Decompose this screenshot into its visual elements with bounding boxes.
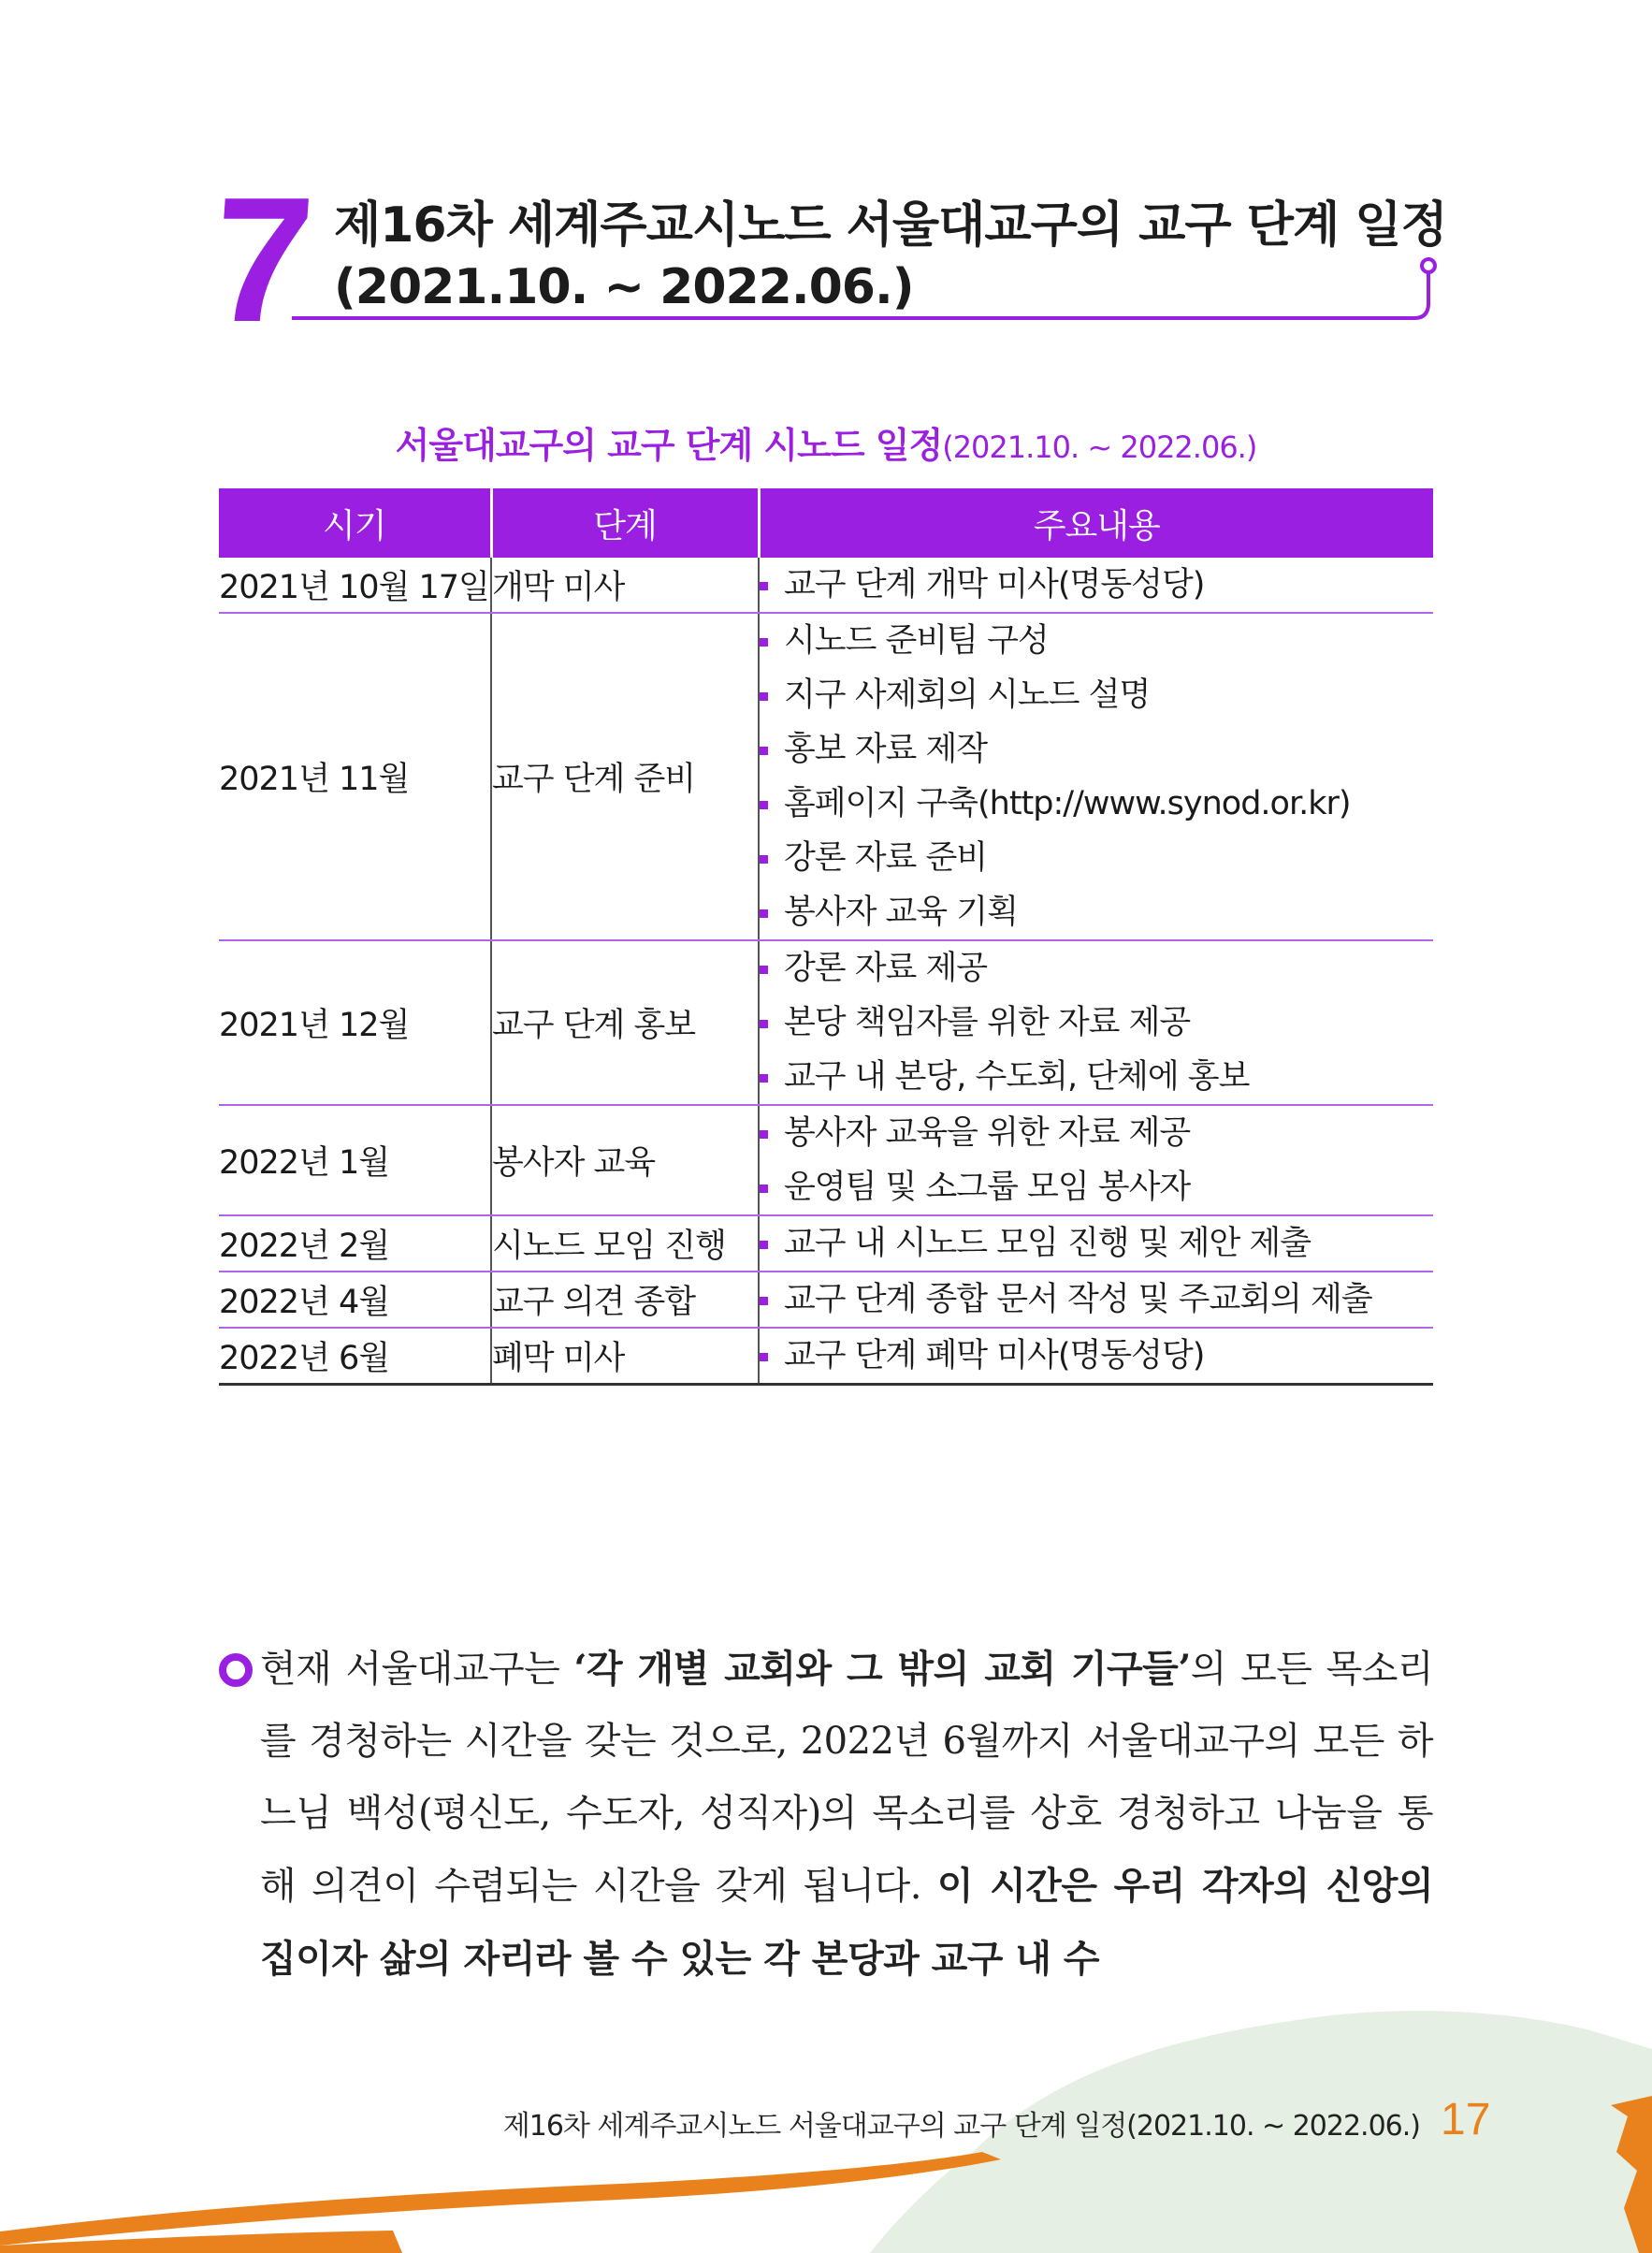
- content-item: 시노드 준비팀 구성: [760, 614, 1433, 668]
- cell-stage: 봉사자 교육: [491, 1105, 759, 1215]
- body-text-2: 의 모든 목소리를 경청하는 시간을 갖는 것으로, 2022년 6월까지 서울대교구의 모든 하느님 백성(평신도, 수도자, 성직자)의 목소리를 상호 경청하고 나눔을 통해 의견이 수렴되는 시간을 갖게 됩니다.: [260, 1648, 1433, 1908]
- content-item: 교구 단계 폐막 미사(명동성당): [760, 1329, 1433, 1383]
- cell-stage: 교구 단계 준비: [491, 613, 759, 940]
- content-item: 강론 자료 제공: [760, 941, 1433, 996]
- cell-when: 2022년 1월: [219, 1105, 491, 1215]
- cell-when: 2021년 11월: [219, 613, 491, 940]
- cell-stage: 개막 미사: [491, 558, 759, 613]
- body-bold-2: 이 시간은 우리 각자의 신앙의 집이자 삶의 자리라 볼 수 있는 각 본당과 교구 내 수: [260, 1864, 1433, 1981]
- body-text-1: 현재 서울대교구는: [260, 1648, 574, 1691]
- content-item: 교구 내 본당, 수도회, 단체에 홍보: [760, 1050, 1433, 1104]
- cell-when: 2022년 2월: [219, 1215, 491, 1272]
- page-number: 17: [1441, 2095, 1491, 2144]
- content-item: 봉사자 교육 기획: [760, 885, 1433, 939]
- cell-when: 2022년 6월: [219, 1328, 491, 1385]
- cell-stage: 폐막 미사: [491, 1328, 759, 1385]
- content-item: 지구 사제회의 시노드 설명: [760, 668, 1433, 722]
- cell-stage: 교구 단계 홍보: [491, 940, 759, 1105]
- section-title-line1: 제16차 세계주교시노드 서울대교구의 교구 단계 일정: [334, 197, 1447, 254]
- header-when: 시기: [219, 488, 491, 558]
- content-item: 본당 책임자를 위한 자료 제공: [760, 996, 1433, 1050]
- content-item: 홍보 자료 제작: [760, 722, 1433, 777]
- content-item: 운영팀 및 소그룹 모임 봉사자: [760, 1160, 1433, 1214]
- cell-stage: 교구 의견 종합: [491, 1272, 759, 1328]
- header-content: 주요내용: [759, 488, 1433, 558]
- body-bold-1: ‘각 개별 교회와 그 밖의 교회 기구들’: [573, 1647, 1191, 1691]
- content-item: 봉사자 교육을 위한 자료 제공: [760, 1106, 1433, 1160]
- cell-when: 2021년 12월: [219, 940, 491, 1105]
- cell-when: 2021년 10월 17일: [219, 558, 491, 613]
- table-caption-date: (2021.10. ~ 2022.06.): [942, 429, 1257, 465]
- table-caption-title: 서울대교구의 교구 단계 시노드 일정: [395, 425, 943, 466]
- footer-running-title: 제16차 세계주교시노드 서울대교구의 교구 단계 일정(2021.10. ~ 2022.06.): [502, 2110, 1420, 2143]
- cell-stage: 시노드 모임 진행: [491, 1215, 759, 1272]
- section-number: 7: [206, 161, 320, 359]
- header-stage: 단계: [491, 488, 759, 558]
- section-title-line2: (2021.10. ~ 2022.06.): [334, 259, 914, 315]
- content-item: 홈페이지 구축(http://www.synod.or.kr): [760, 777, 1433, 831]
- cell-when: 2022년 4월: [219, 1272, 491, 1328]
- content-item: 교구 단계 종합 문서 작성 및 주교회의 제출: [760, 1272, 1433, 1327]
- content-item: 강론 자료 준비: [760, 831, 1433, 885]
- content-item: 교구 내 시노드 모임 진행 및 제안 제출: [760, 1216, 1433, 1271]
- content-item: 교구 단계 개막 미사(명동성당): [760, 558, 1433, 612]
